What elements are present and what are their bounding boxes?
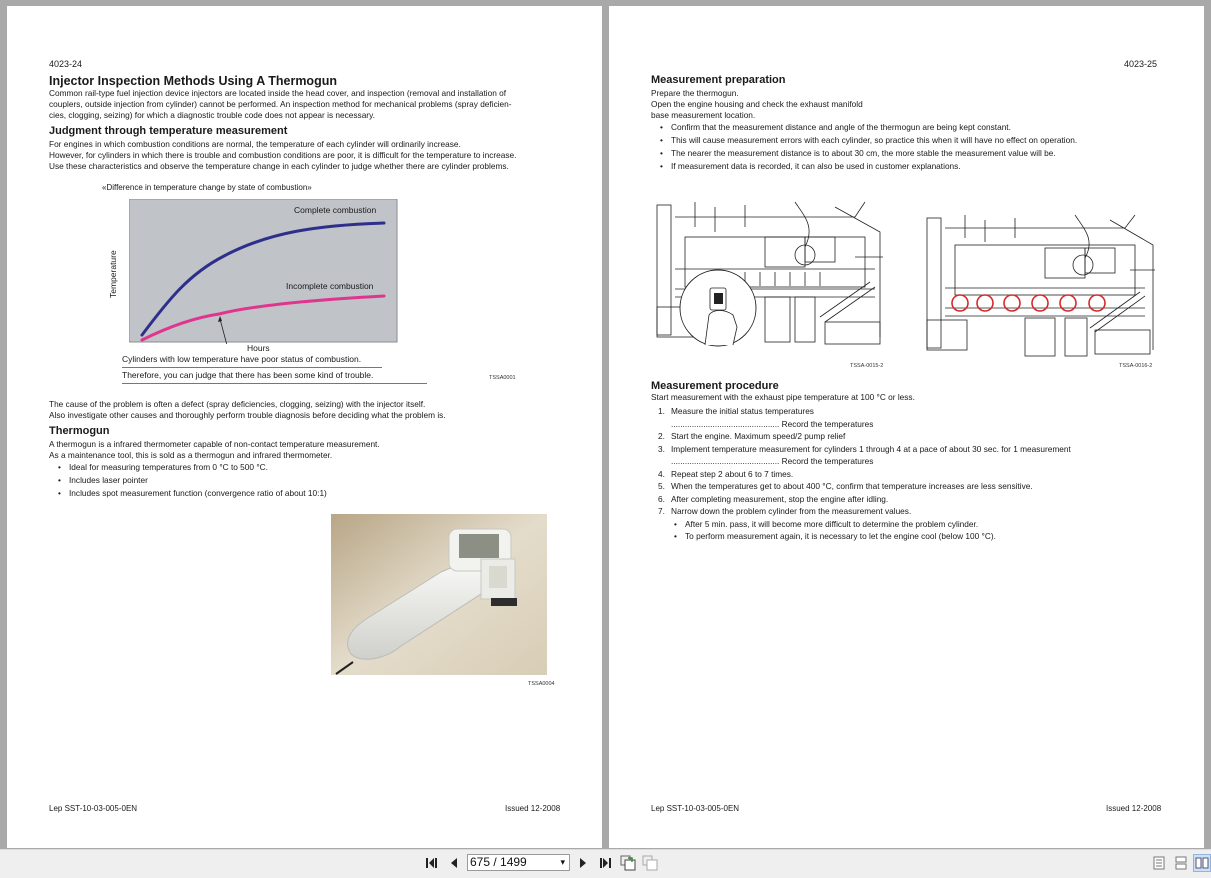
text-line: Prepare the thermogun. [651,88,739,98]
text-line: Common rail-type fuel injection device injectors are located inside the head cover, and inspection (removal and installation of [49,88,507,98]
go-forward-view-button[interactable] [641,854,659,872]
continuous-view-icon [1175,856,1187,870]
page-title: Injector Inspection Methods Using A Thermogun [49,74,337,88]
single-page-view-button[interactable] [1150,854,1168,872]
step-text: Measure the initial status temperatures [671,406,814,416]
divider [122,383,427,384]
chart-y-label: Temperature [108,250,118,298]
page-indicator-text: 675 / 1499 [470,855,527,869]
preparation-paragraph [651,88,1171,122]
cause-paragraph [49,399,589,421]
procedure-steps [651,405,1181,543]
list-item: • Includes laser pointer [49,474,569,487]
legend-incomplete-combustion: Incomplete combustion [286,281,374,291]
step-item [651,505,1181,543]
text-line: cies, clogging, seizing) for which a diagnostic trouble code does not appear is necessary. [49,110,375,121]
document-page-right [609,6,1204,848]
text-line: A thermogun is a infrared thermometer capable of non-contact temperature measurement. [49,439,380,449]
dropdown-caret-icon[interactable]: ▾ [560,857,565,867]
chart-x-label: Hours [247,343,270,353]
text-line: Use these characteristics and observe the temperature change in each cylinder to judge whether there are cylinder problems. [49,161,509,172]
step-sub-list [671,518,1181,543]
go-back-view-button[interactable] [619,854,637,872]
last-page-icon [598,857,612,869]
list-item: • Includes spot measurement function (convergence ratio of about 10:1) [49,487,569,500]
section-heading: Measurement procedure [651,380,779,392]
step-text: After completing measurement, stop the engine after idling. [671,493,889,504]
figure-code: TSSA-0015-2 [850,363,884,369]
document-page-left [7,6,602,848]
step-item [651,480,1181,493]
feature-list [49,461,569,500]
engine-diagram-thermogun [655,197,887,347]
single-page-view-icon [1153,856,1165,870]
section-heading: Judgment through temperature measurement [49,125,288,137]
footer-issue-date: Issued 12-2008 [1106,804,1162,813]
figure-code: TSSA0004 [528,681,555,687]
divider [122,367,382,368]
figure-code: TSSA0001 [489,375,516,381]
step-record: ............................................... Record the temperatures [671,418,874,429]
measurement-point-markers [952,295,1105,311]
page-number: 4023-25 [1124,59,1158,69]
previous-page-icon [449,857,459,869]
text-line: However, for cylinders in which there is trouble and combustion conditions are poor, it is difficult for the temperature to increase. [49,150,517,161]
step-text: Repeat step 2 about 6 to 7 times. [671,468,794,479]
list-item: • After 5 min. pass, it will become more difficult to determine the problem cylinder. [671,518,1181,531]
footer-doc-id: Lep SST-10-03-005-0EN [651,804,740,813]
text-line: For engines in which combustion conditions are normal, the temperature of each cylinder will ordinarily increase. [49,139,461,149]
temperature-chart [129,199,399,344]
step-item [651,430,1181,443]
step-number: 1. [658,406,665,416]
go-back-view-icon [620,855,636,871]
step-item [651,405,1181,430]
go-forward-view-icon [642,855,658,871]
first-page-icon [425,857,439,869]
previous-page-button[interactable] [445,854,463,872]
figure-code: TSSA-0016-2 [1119,363,1153,369]
step-text: Implement temperature measurement for cylinders 1 through 4 at a pace of about 30 sec. for 1 measurement [671,443,1071,454]
continuous-view-button[interactable] [1172,854,1190,872]
preparation-list [651,121,1181,173]
last-page-button[interactable] [596,854,614,872]
list-item: • If measurement data is recorded, it can also be used in customer explanations. [651,160,1181,173]
text-line: As a maintenance tool, this is sold as a thermogun and infrared thermometer. [49,450,333,461]
viewer-toolbar [0,849,1211,878]
facing-pages-view-icon [1195,857,1209,869]
text-line: Open the engine housing and check the exhaust manifold [651,99,863,110]
text-line: Also investigate other causes and thoroughly perform trouble diagnosis before deciding what the problem is. [49,410,446,421]
page-number: 4023-24 [49,59,83,69]
step-item [651,468,1181,481]
list-item: • The nearer the measurement distance is to about 30 cm, the more stable the measurement value will be. [651,147,1181,160]
list-item: • This will cause measurement errors with each cylinder, so practice this when it will have no effect on operation. [651,134,1181,147]
figure-caption: Therefore, you can judge that there has been some kind of trouble. [122,370,374,380]
chart-title: «Difference in temperature change by state of combustion» [102,183,312,192]
page-number-input[interactable] [467,854,570,871]
figure-caption: Cylinders with low temperature have poor status of combustion. [122,354,362,364]
footer-issue-date: Issued 12-2008 [505,804,561,813]
text-line: base measurement location. [651,110,756,121]
step-record: ............................................... Record the temperatures [671,456,874,466]
step-number: 4. [658,468,665,479]
step-text: When the temperatures get to about 400 °C, confirm that temperature increases are less sensitive. [671,481,1033,491]
legend-complete-combustion: Complete combustion [294,205,377,215]
section-paragraph [49,139,589,173]
section-heading: Thermogun [49,425,110,437]
step-text: Narrow down the problem cylinder from the measurement values. [671,506,912,516]
step-item [651,493,1181,506]
next-page-icon [578,857,588,869]
step-item [651,443,1181,468]
text-line: The cause of the problem is often a defect (spray deficiencies, clogging, seizing) with the injector itself. [49,399,426,409]
thermogun-photo [331,514,547,675]
section-heading: Measurement preparation [651,74,786,86]
step-text: Start the engine. Maximum speed/2 pump relief [671,431,846,441]
thermogun-paragraph [49,439,589,461]
facing-pages-view-button[interactable] [1193,854,1211,872]
text-line: couplers, outside injection from cylinder) cannot be performed. An inspection method for mechanical problems (spray deficien- [49,99,512,110]
next-page-button[interactable] [574,854,592,872]
step-number: 2. [658,431,665,441]
step-number: 6. [658,493,665,504]
list-item: • Confirm that the measurement distance and angle of the thermogun are being kept constant. [651,121,1181,134]
footer-doc-id: Lep SST-10-03-005-0EN [49,804,138,813]
procedure-intro: Start measurement with the exhaust pipe temperature at 100 °C or less. [651,392,915,402]
engine-diagram-measurement-points [925,210,1157,358]
step-number: 5. [658,481,665,491]
list-item: • Ideal for measuring temperatures from 0 °C to 500 °C. [49,461,569,474]
intro-paragraph [49,88,569,122]
first-page-button[interactable] [423,854,441,872]
step-number: 3. [658,443,665,454]
list-item: • To perform measurement again, it is necessary to let the engine cool (below 100 °C). [671,530,1181,543]
step-number: 7. [658,506,665,516]
